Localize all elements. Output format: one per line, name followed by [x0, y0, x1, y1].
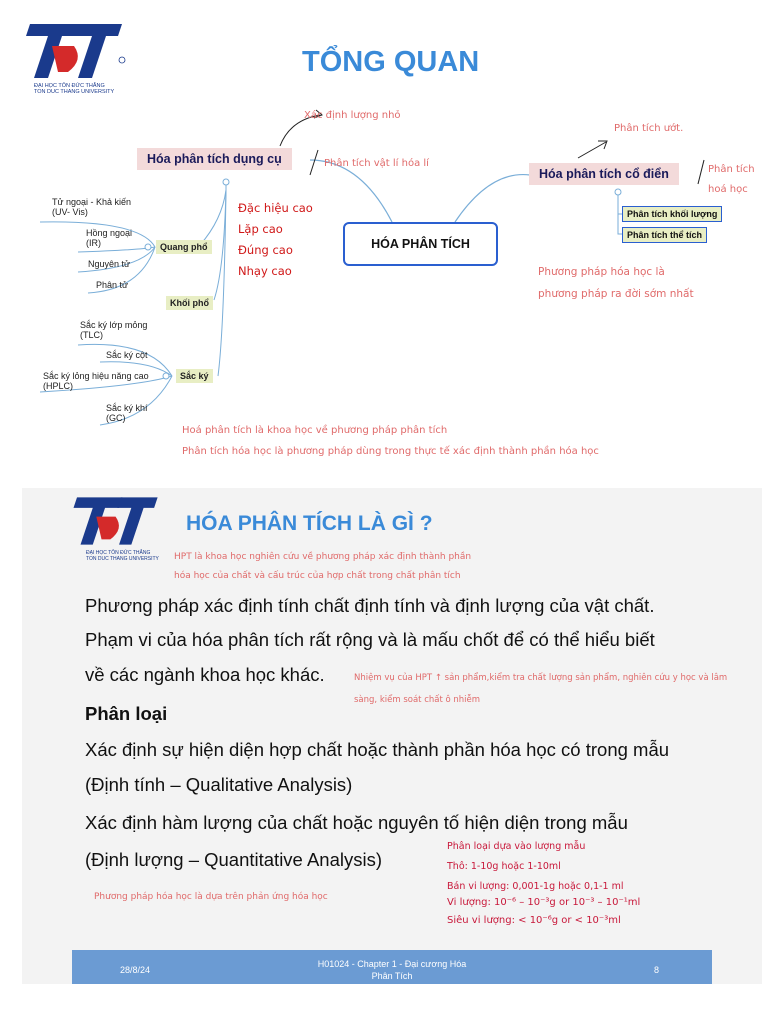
instrumental-note-side: Phân tích vật lí hóa lí	[324, 158, 429, 169]
instrumental-label: Hóa phân tích dụng cụ	[147, 152, 282, 166]
group-chroma: Sắc ký	[176, 369, 213, 383]
hand-note-line-2: Bán vi lượng: 0,001-1g hoặc 0,1-1 ml	[447, 881, 624, 892]
footer-date: 28/8/24	[120, 965, 151, 975]
classification-heading: Phân loại	[85, 703, 168, 724]
spectro-item-ir: Hồng ngoại (IR)	[86, 228, 133, 248]
slide1-title: TỔNG QUAN	[302, 46, 480, 78]
body-line-6: Xác định hàm lượng của chất hoặc nguyên tố hiện diện trong mẫu	[85, 812, 628, 833]
footer-center-line-1: H01024 - Chapter 1 - Đại cương Hóa	[317, 959, 467, 969]
central-label: HÓA PHÂN TÍCH	[371, 237, 470, 251]
logo-caption-en: TON DUC THANG UNIVERSITY	[34, 89, 115, 95]
slide2-note-top-2: hóa học của chất và cấu trúc của hợp chất trong chất phân tích	[174, 571, 461, 581]
classical-note-bottom-1: Phương pháp hóa học là	[538, 266, 665, 278]
body-line-2: Phạm vi của hóa phân tích rất rộng và là mấu chốt để có thể hiểu biết	[85, 629, 655, 650]
classical-label: Hóa phân tích cổ điển	[539, 167, 669, 181]
chroma-item-hplc: Sắc ký lỏng hiệu năng cao (HPLC)	[43, 371, 149, 391]
body-line-1: Phương pháp xác định tính chất định tính và định lượng của vật chất.	[85, 595, 655, 616]
chroma-item-column: Sắc ký cột	[106, 350, 148, 360]
logo-caption-en: TON DUC THANG UNIVERSITY	[86, 556, 159, 562]
footer-page-number: 8	[654, 965, 660, 975]
spectro-item-molecular: Phân tử	[96, 280, 129, 290]
classical-note-side: Phân tích hoá học	[708, 164, 755, 195]
body-line-5: (Định tính – Qualitative Analysis)	[85, 774, 353, 795]
property-4: Nhạy cao	[238, 264, 292, 278]
hand-note-line-3: Vi lượng: 10⁻⁶ – 10⁻³g or 10⁻³ – 10⁻¹ml	[447, 897, 641, 908]
slide2-note-top-1: HPT là khoa học nghiên cứu về phương pháp xác định thành phần	[174, 552, 472, 562]
chroma-item-tlc: Sắc ký lớp mỏng (TLC)	[80, 320, 148, 340]
central-node	[343, 222, 498, 266]
classical-note-top: Phân tích ướt.	[614, 123, 684, 134]
spectro-item-atomic: Nguyên tử	[88, 259, 131, 269]
slide2-note-left: Phương pháp hóa học là dựa trên phản ứng hóa học	[94, 892, 328, 902]
slide-2	[22, 488, 762, 984]
group-mass: Khối phổ	[166, 296, 213, 310]
property-3: Đúng cao	[238, 243, 293, 257]
instrumental-note-top: Xác định lượng nhỏ	[304, 110, 401, 121]
hand-note-line-1: Thô: 1-10g hoặc 1-10ml	[447, 861, 561, 872]
footer-center	[272, 958, 512, 982]
body-line-7: (Định lượng – Quantitative Analysis)	[85, 849, 383, 870]
classical-method-gravimetric: Phân tích khối lượng	[622, 206, 722, 222]
property-1: Đặc hiệu cao	[238, 201, 313, 215]
hand-note-title: Phân loại dựa vào lượng mẫu	[447, 841, 586, 852]
spectro-item-uvvis: Tử ngoại - Khả kiến (UV- Vis)	[52, 197, 132, 217]
classical-method-volumetric: Phân tích thể tích	[622, 227, 707, 243]
classical-note-bottom-2: phương pháp ra đời sớm nhất	[538, 288, 694, 300]
slide2-note-mid-1: Nhiệm vụ của HPT ↑ sản phẩm,kiểm tra chất lượng sản phẩm, nghiên cứu y học và lâm	[354, 673, 728, 683]
logo-caption: ĐẠI HỌC TÔN ĐỨC THẮNG	[34, 83, 105, 89]
slide1-bottom-note-1: Hoá phân tích là khoa học về phương pháp phân tích	[182, 425, 448, 436]
hand-note-line-4: Siêu vi lượng: < 10⁻⁶g or < 10⁻³ml	[447, 915, 621, 926]
classical-node	[529, 163, 679, 185]
body-line-4: Xác định sự hiện diện hợp chất hoặc thành phần hóa học có trong mẫu	[85, 739, 670, 760]
slide-footer	[72, 950, 712, 984]
slide1-bottom-note-2: Phân tích hóa học là phương pháp dùng trong thực tế xác định thành phần hóa học	[182, 446, 599, 457]
slide2-title: HÓA PHÂN TÍCH LÀ GÌ ?	[186, 512, 433, 535]
tdt-logo-slide2	[70, 490, 170, 560]
instrumental-node	[137, 148, 292, 170]
group-spectro: Quang phổ	[156, 240, 212, 254]
slide2-note-mid-2: sàng, kiểm soát chất ô nhiễm	[354, 695, 481, 705]
chroma-item-gc: Sắc ký khí (GC)	[106, 403, 148, 423]
footer-center-line-2: Phân Tích	[371, 971, 413, 981]
body-line-3: về các ngành khoa học khác.	[85, 664, 325, 685]
property-2: Lặp cao	[238, 222, 283, 236]
tdt-logo-mark-icon	[70, 490, 162, 545]
logo-caption: ĐẠI HỌC TÔN ĐỨC THẮNG	[86, 550, 151, 556]
